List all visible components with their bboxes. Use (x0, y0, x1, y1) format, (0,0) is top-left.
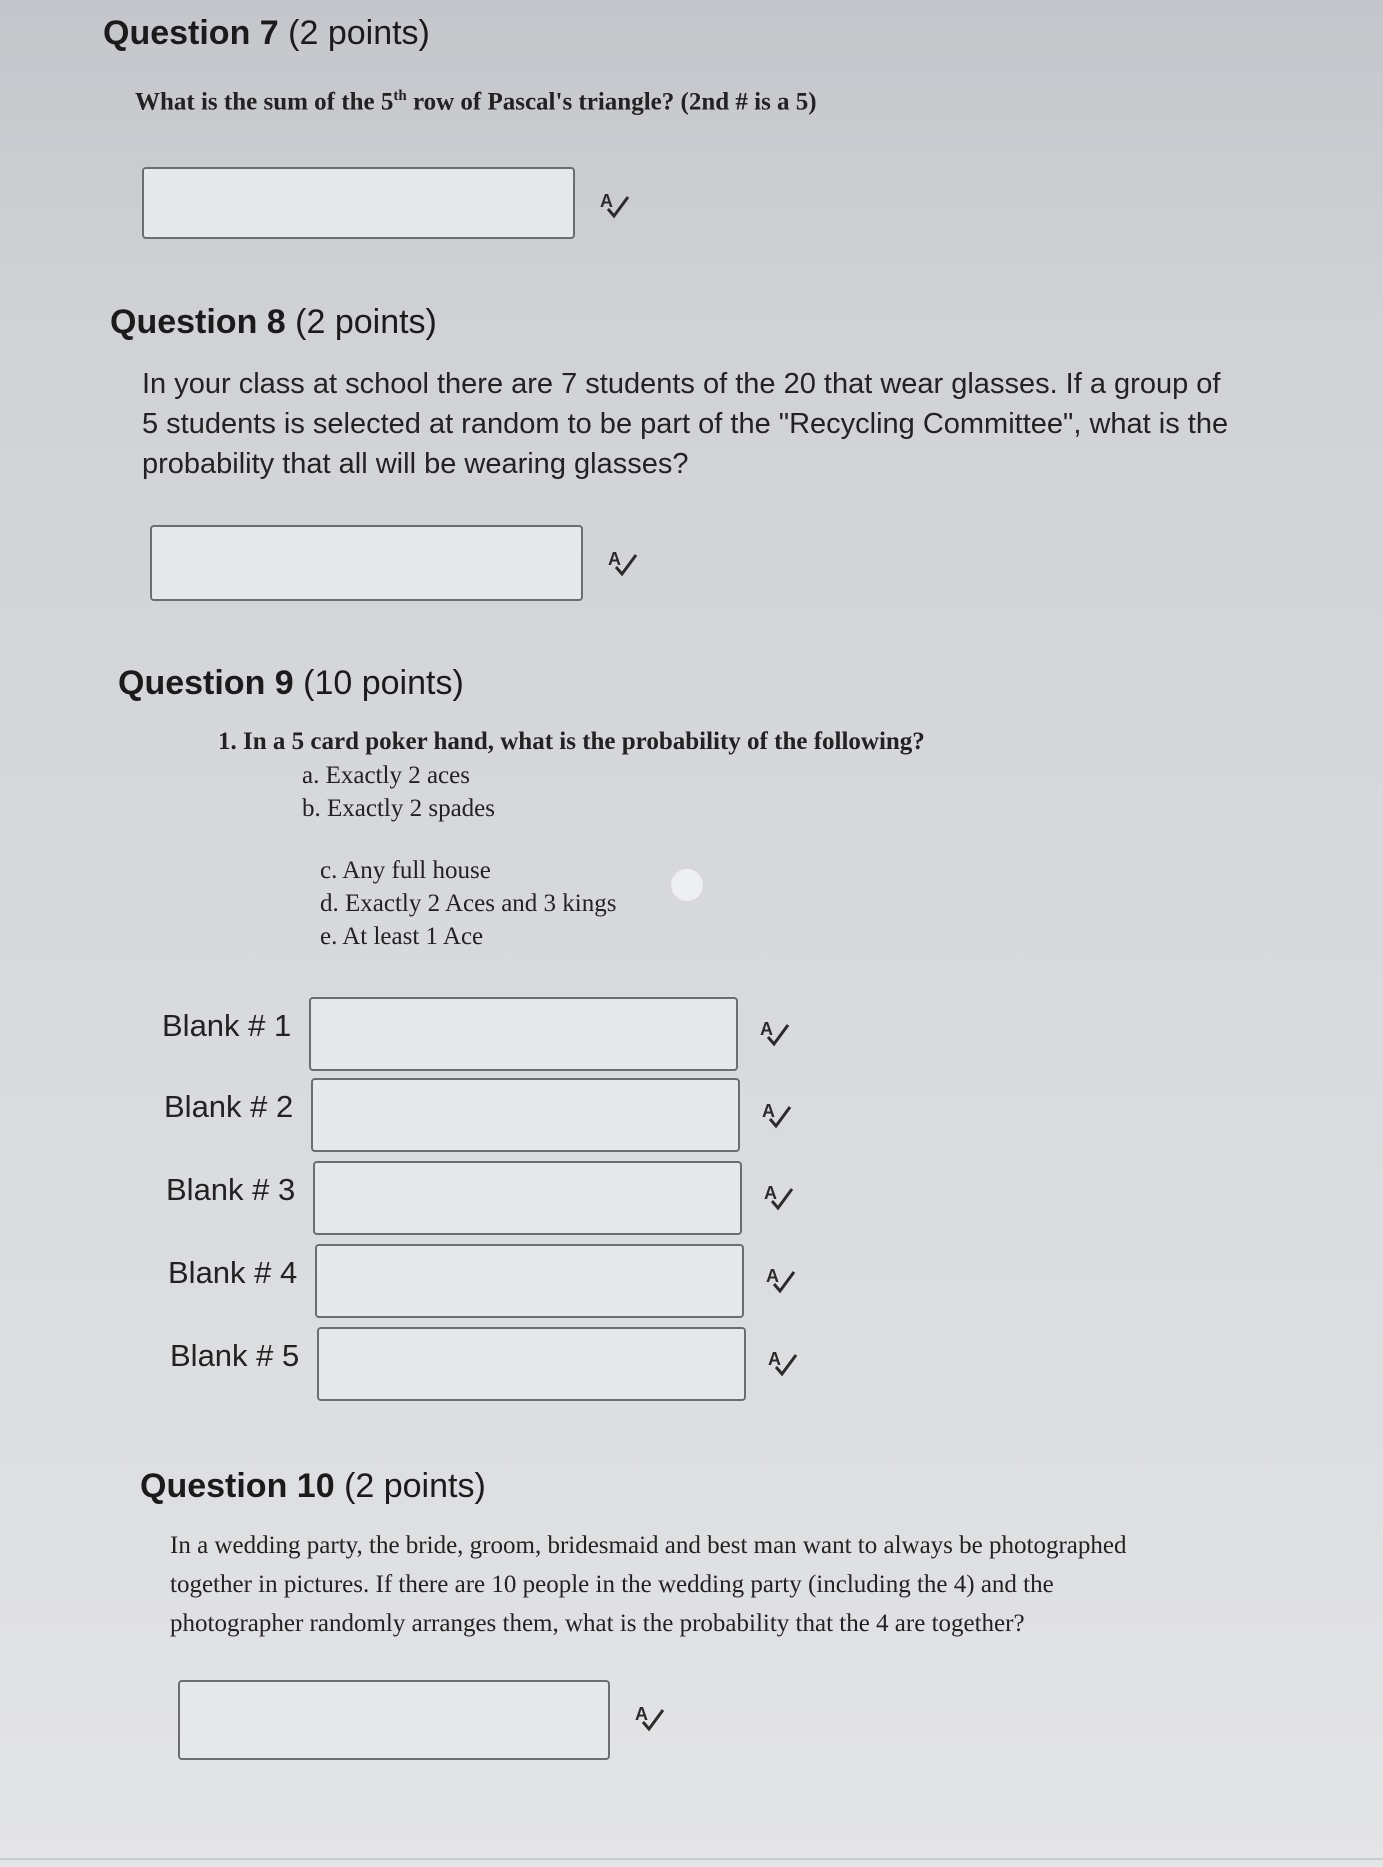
svg-text:A: A (762, 1101, 775, 1121)
question-number: Question 10 (140, 1467, 335, 1505)
blank-4-label: Blank # 4 (168, 1255, 298, 1290)
spellcheck-icon[interactable] (762, 1179, 796, 1213)
question-text-part: row of Pascal's triangle? (2nd # is a 5) (406, 88, 817, 116)
question-points: (2 points) (288, 14, 430, 52)
blank-5-input[interactable] (317, 1327, 746, 1401)
question-points: (2 points) (344, 1467, 486, 1505)
blank-2-label: Blank # 2 (164, 1089, 294, 1124)
blank-3-label: Blank # 3 (166, 1172, 296, 1207)
question-10-text-line: photographer randomly arranges them, what is the probability that the 4 are together? (170, 1610, 1025, 1637)
svg-text:A: A (766, 1266, 779, 1286)
question-text-part: What is the sum of the 5 (135, 88, 394, 116)
spellcheck-icon[interactable] (766, 1345, 800, 1379)
question-9-item: c. Any full house (320, 857, 491, 884)
svg-text:A: A (600, 191, 613, 211)
question-8-text-line: 5 students is selected at random to be part of the "Recycling Committee", what is the (142, 408, 1229, 440)
question-9-item: e. At least 1 Ace (320, 923, 484, 950)
blank-1-label: Blank # 1 (162, 1008, 292, 1043)
question-points: (2 points) (295, 303, 437, 341)
question-9-item: b. Exactly 2 spades (302, 795, 496, 822)
cursor-highlight (670, 868, 704, 902)
question-8-answer-input[interactable] (150, 525, 583, 601)
question-10-text-line: together in pictures. If there are 10 people in the wedding party (including the 4) and the (170, 1571, 1054, 1598)
question-10-answer-input[interactable] (178, 1680, 610, 1760)
blank-4-input[interactable] (315, 1244, 744, 1318)
question-10-text-line: In a wedding party, the bride, groom, bridesmaid and best man want to always be photographed (170, 1532, 1127, 1559)
question-7-answer-input[interactable] (142, 167, 575, 239)
blank-5-label: Blank # 5 (170, 1338, 300, 1373)
question-9-item: a. Exactly 2 aces (302, 762, 470, 789)
question-9-title (118, 664, 464, 703)
blank-1-input[interactable] (309, 997, 738, 1071)
question-points: (10 points) (303, 664, 464, 702)
question-number: Question 9 (118, 664, 294, 702)
question-7-title (103, 14, 430, 53)
spellcheck-icon[interactable] (764, 1262, 798, 1296)
svg-text:A: A (635, 1704, 648, 1724)
svg-text:A: A (768, 1349, 781, 1369)
svg-text:A: A (608, 549, 621, 569)
svg-text:A: A (760, 1019, 773, 1039)
blank-3-input[interactable] (313, 1161, 742, 1235)
question-8-text-line: probability that all will be wearing glasses? (142, 448, 689, 480)
question-10-title (140, 1467, 486, 1506)
question-8-text-line: In your class at school there are 7 students of the 20 that wear glasses. If a group of (142, 368, 1221, 400)
question-number: Question 7 (103, 14, 279, 52)
question-9-intro: 1. In a 5 card poker hand, what is the probability of the following? (218, 728, 925, 755)
question-9-item: d. Exactly 2 Aces and 3 kings (320, 890, 617, 917)
spellcheck-icon[interactable] (598, 187, 632, 221)
spellcheck-icon[interactable] (606, 545, 640, 579)
question-8-title (110, 303, 437, 342)
question-number: Question 8 (110, 303, 286, 341)
spellcheck-icon[interactable] (633, 1700, 667, 1734)
spellcheck-icon[interactable] (758, 1015, 792, 1049)
question-7-text (135, 88, 817, 116)
blank-2-input[interactable] (311, 1078, 740, 1152)
question-text-superscript: th (393, 88, 407, 104)
bottom-divider (0, 1858, 1383, 1860)
spellcheck-icon[interactable] (760, 1097, 794, 1131)
svg-text:A: A (764, 1183, 777, 1203)
